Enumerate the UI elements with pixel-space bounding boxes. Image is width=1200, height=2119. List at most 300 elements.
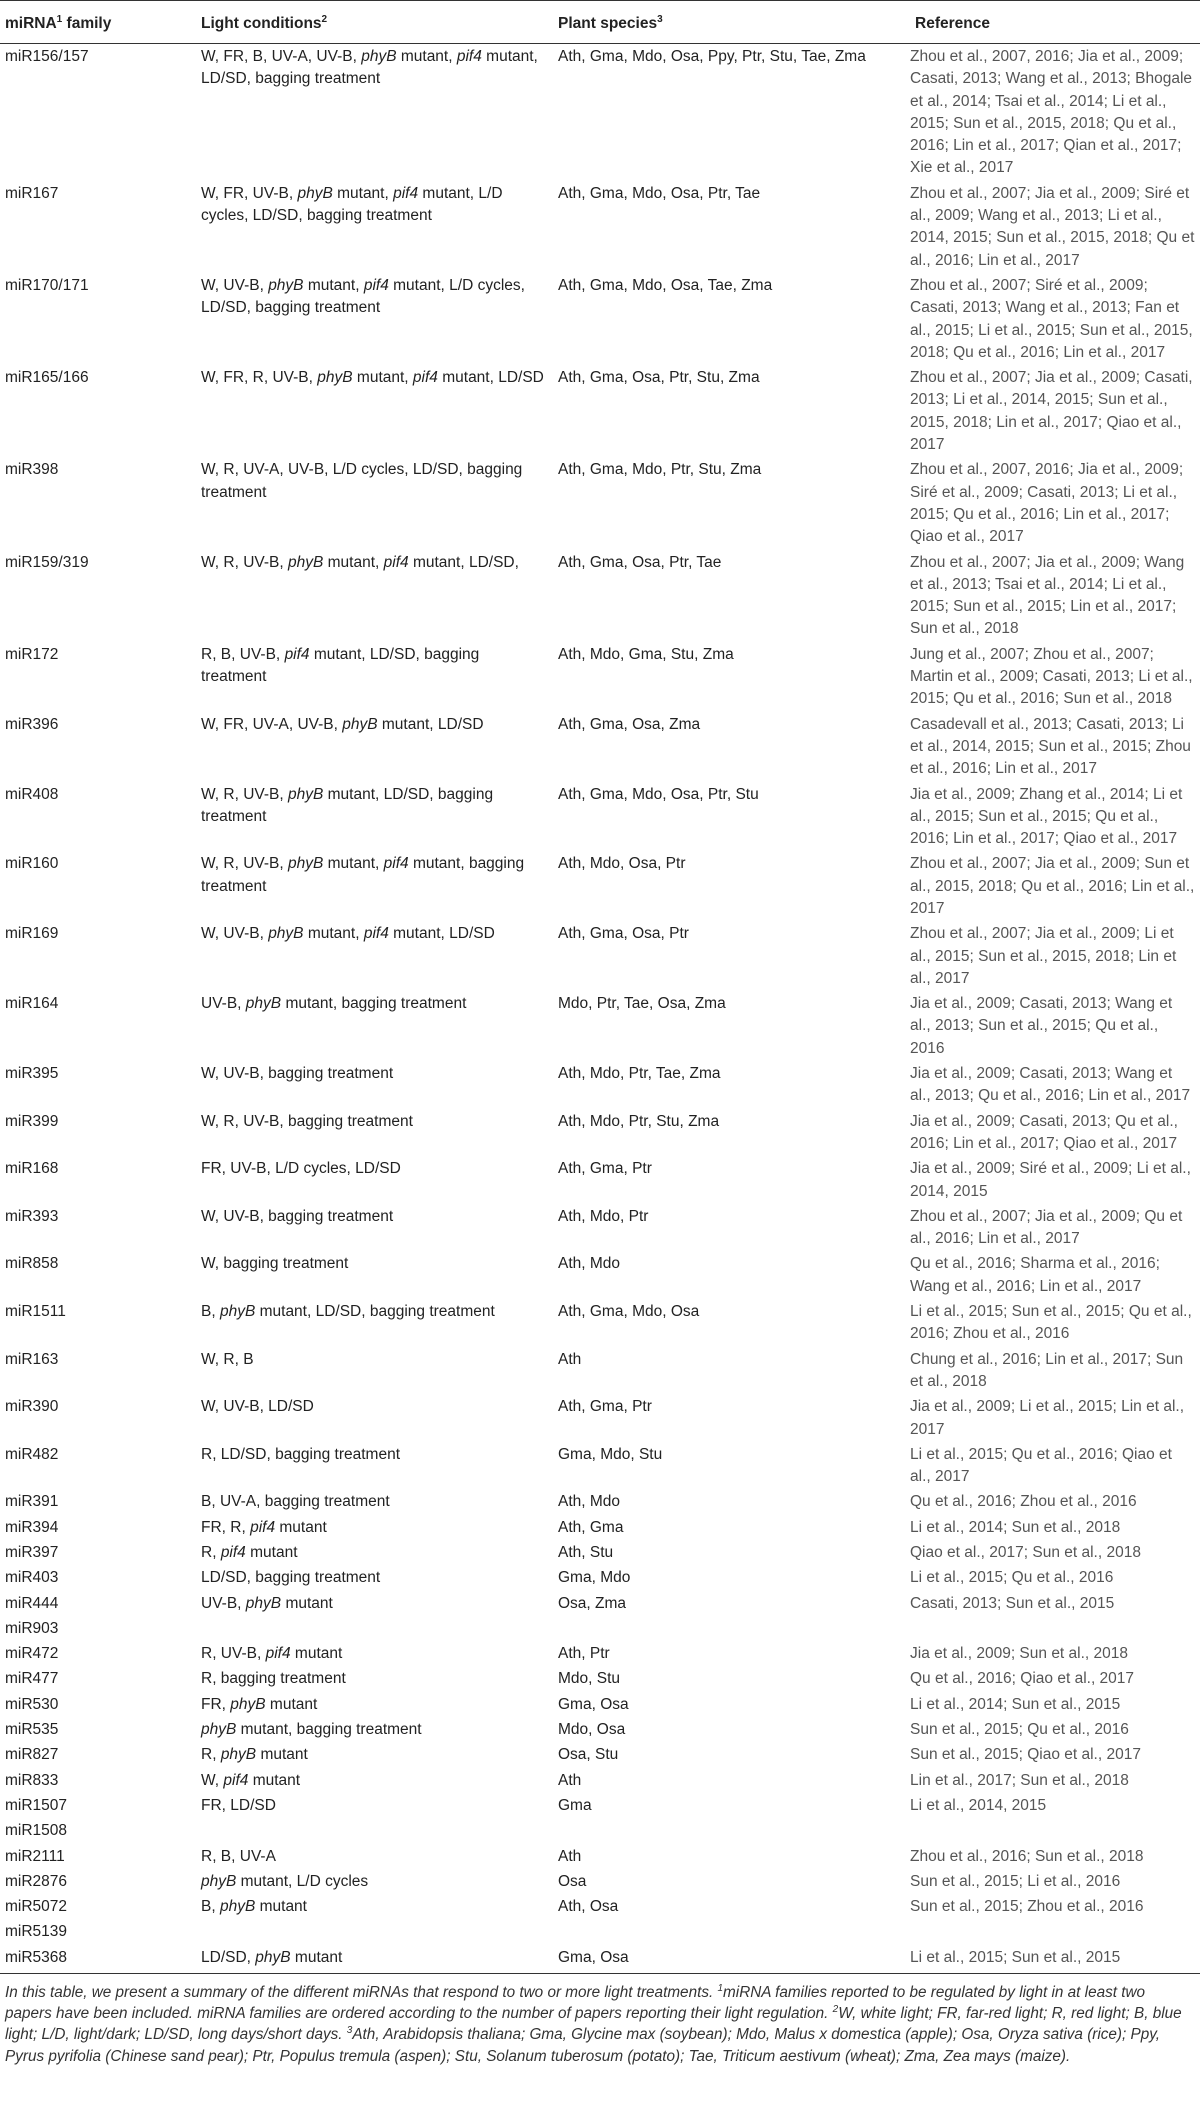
header-reference-label: Reference bbox=[915, 15, 990, 32]
cell-light-conditions bbox=[196, 1919, 553, 1944]
gene-name-italic: pif4 bbox=[250, 1518, 276, 1536]
footnote-marker: 1 bbox=[717, 1982, 724, 1994]
cell-reference bbox=[910, 1616, 1200, 1641]
cell-reference: Li et al., 2015; Sun et al., 2015 bbox=[910, 1945, 1200, 1974]
footnote-text: W, white light; FR, far-red light; R, red light; B, blue light; L/D, light/dark; LD/SD, long days/short days. bbox=[5, 2005, 1182, 2044]
cell-plant-species: Gma, Osa bbox=[558, 1695, 629, 1713]
table-row bbox=[0, 1251, 1200, 1299]
header-row bbox=[0, 1, 1200, 44]
cell-light-conditions bbox=[196, 1156, 553, 1204]
cell-light-conditions bbox=[196, 273, 553, 365]
header-light-sup: 2 bbox=[321, 13, 328, 25]
cell-plant-species: Mdo, Stu bbox=[558, 1670, 621, 1688]
cell-mirna-family: miR833 bbox=[5, 1771, 59, 1789]
gene-name-italic: phyB bbox=[268, 925, 304, 943]
cell-mirna-family: miR477 bbox=[5, 1670, 59, 1688]
light-text: W, FR, UV-A, UV-B, bbox=[201, 715, 343, 733]
table-row bbox=[0, 1717, 1200, 1742]
cell-light-conditions bbox=[196, 991, 553, 1061]
cell-light-conditions bbox=[196, 1844, 553, 1869]
cell-reference: Jia et al., 2009; Siré et al., 2009; Li et al., 2014, 2015 bbox=[910, 1160, 1191, 1200]
cell-mirna-family: miR393 bbox=[5, 1207, 59, 1225]
cell-mirna-family: miR156/157 bbox=[5, 48, 89, 65]
table-row bbox=[0, 365, 1200, 457]
table-row bbox=[0, 1109, 1200, 1157]
table-row bbox=[0, 1869, 1200, 1894]
gene-name-italic: phyB bbox=[317, 369, 353, 387]
cell-light-conditions bbox=[196, 1818, 553, 1843]
cell-light-conditions bbox=[196, 365, 553, 457]
cell-mirna-family: miR1508 bbox=[5, 1822, 68, 1840]
cell-reference: Li et al., 2014; Sun et al., 2018 bbox=[910, 1518, 1121, 1536]
light-text: UV-B, bbox=[201, 1594, 246, 1612]
light-text: mutant, bbox=[396, 48, 457, 65]
gene-name-italic: pif4 bbox=[284, 645, 310, 663]
gene-name-italic: pif4 bbox=[393, 184, 419, 202]
light-text: W, UV-B, bbox=[201, 276, 269, 294]
table-footnote bbox=[0, 1974, 1200, 2067]
header-mirna-label: miRNA bbox=[5, 15, 57, 32]
light-text: LD/SD, bbox=[201, 1948, 256, 1966]
cell-reference: Lin et al., 2017; Sun et al., 2018 bbox=[910, 1771, 1129, 1789]
cell-light-conditions bbox=[196, 1768, 553, 1793]
light-text: mutant bbox=[248, 1771, 301, 1789]
light-text: mutant, bbox=[303, 276, 364, 294]
table-row bbox=[0, 851, 1200, 921]
cell-plant-species: Ath, Gma, Osa, Ptr bbox=[558, 925, 689, 943]
cell-light-conditions bbox=[196, 1299, 553, 1347]
cell-plant-species: Ath, Gma, Mdo, Ptr, Stu, Zma bbox=[558, 461, 762, 479]
gene-name-italic: phyB bbox=[230, 1695, 266, 1713]
gene-name-italic: phyB bbox=[287, 855, 324, 873]
cell-reference: Li et al., 2014, 2015 bbox=[910, 1796, 1047, 1814]
cell-plant-species: Ath, Mdo, Osa, Ptr bbox=[558, 855, 686, 873]
cell-plant-species: Ath, Mdo bbox=[558, 1255, 621, 1273]
cell-plant-species: Ath, Gma, Osa, Ptr, Tae bbox=[558, 553, 722, 571]
table-row bbox=[0, 782, 1200, 852]
cell-light-conditions bbox=[196, 1894, 553, 1919]
header-species-label: Plant species bbox=[558, 15, 658, 32]
cell-mirna-family: miR1511 bbox=[5, 1303, 66, 1321]
light-text: W, UV-B, bagging treatment bbox=[201, 1065, 394, 1083]
cell-light-conditions bbox=[196, 1666, 553, 1691]
cell-plant-species: Ath, Gma, Mdo, Osa, Ptr, Tae bbox=[558, 184, 761, 202]
light-text: mutant bbox=[265, 1695, 318, 1713]
table-row bbox=[0, 44, 1200, 181]
cell-mirna-family: miR394 bbox=[5, 1518, 59, 1536]
cell-mirna-family: miR530 bbox=[5, 1695, 59, 1713]
cell-light-conditions bbox=[196, 1061, 553, 1109]
cell-reference: Zhou et al., 2007; Jia et al., 2009; Li et al., 2015; Sun et al., 2015, 2018; Lin et al., 2017 bbox=[910, 925, 1177, 987]
cell-light-conditions bbox=[196, 1489, 553, 1514]
cell-light-conditions bbox=[196, 1347, 553, 1395]
cell-reference: Li et al., 2014; Sun et al., 2015 bbox=[910, 1695, 1121, 1713]
header-plant-species bbox=[553, 1, 910, 44]
cell-plant-species: Ath, Gma bbox=[558, 1518, 624, 1536]
light-text: mutant, LD/SD bbox=[437, 369, 544, 387]
table-row bbox=[0, 1894, 1200, 1919]
light-text: FR, R, bbox=[201, 1518, 251, 1536]
cell-plant-species: Gma, Mdo bbox=[558, 1569, 631, 1587]
cell-plant-species: Mdo, Ptr, Tae, Osa, Zma bbox=[558, 995, 726, 1013]
light-text: R, LD/SD, bagging treatment bbox=[201, 1445, 401, 1463]
cell-light-conditions bbox=[196, 1394, 553, 1442]
light-text: FR, LD/SD bbox=[201, 1796, 276, 1814]
light-text: B, bbox=[201, 1303, 220, 1321]
cell-reference: Casadevall et al., 2013; Casati, 2013; Li et al., 2014, 2015; Sun et al., 2015; Zhou et al., 2016; Lin et al., 2017 bbox=[910, 715, 1191, 778]
table-row bbox=[0, 1299, 1200, 1347]
gene-name-italic: phyB bbox=[361, 48, 397, 65]
cell-plant-species: Ath, Mdo, Gma, Stu, Zma bbox=[558, 645, 734, 663]
cell-mirna-family: miR398 bbox=[5, 461, 59, 479]
cell-reference: Sun et al., 2015; Qu et al., 2016 bbox=[910, 1721, 1129, 1739]
light-text: R, B, UV-B, bbox=[201, 645, 285, 663]
gene-name-italic: pif4 bbox=[456, 48, 482, 65]
footnote-text: In this table, we present a summary of the different miRNAs that respond to two or more light treatments. bbox=[5, 1984, 718, 2002]
gene-name-italic: phyB bbox=[220, 1746, 257, 1764]
light-text: LD/SD, bagging treatment bbox=[201, 1569, 381, 1587]
cell-reference: Jia et al., 2009; Sun et al., 2018 bbox=[910, 1645, 1129, 1663]
light-text: B, bbox=[201, 1898, 220, 1916]
cell-reference: Zhou et al., 2016; Sun et al., 2018 bbox=[910, 1847, 1144, 1865]
cell-light-conditions bbox=[196, 921, 553, 991]
cell-reference: Chung et al., 2016; Lin et al., 2017; Sun et al., 2018 bbox=[910, 1350, 1184, 1390]
cell-reference: Zhou et al., 2007; Jia et al., 2009; Casati, 2013; Li et al., 2014, 2015; Sun et al., 2015, 2018; Lin et al., 2017; Qiao et al., 2017 bbox=[910, 369, 1193, 454]
cell-reference: Casati, 2013; Sun et al., 2015 bbox=[910, 1594, 1115, 1612]
gene-name-italic: pif4 bbox=[363, 276, 389, 294]
cell-mirna-family: miR408 bbox=[5, 785, 59, 803]
cell-mirna-family: miR390 bbox=[5, 1398, 59, 1416]
cell-plant-species: Ath bbox=[558, 1350, 582, 1368]
cell-light-conditions bbox=[196, 1591, 553, 1616]
cell-light-conditions bbox=[196, 1540, 553, 1565]
footnote-text: miRNA families reported to be regulated by light in at least two papers have been included. miRNA families are ordered according to the number of papers reporting their light regulation. bbox=[5, 1984, 1146, 2023]
gene-name-italic: phyB bbox=[268, 276, 304, 294]
gene-name-italic: pif4 bbox=[220, 1544, 246, 1561]
cell-reference: Li et al., 2015; Qu et al., 2016 bbox=[910, 1569, 1114, 1587]
cell-light-conditions bbox=[196, 1717, 553, 1742]
cell-plant-species: Ath, Stu bbox=[558, 1544, 614, 1561]
light-text: mutant, L/D cycles bbox=[236, 1872, 369, 1890]
cell-mirna-family: miR397 bbox=[5, 1544, 59, 1561]
cell-plant-species bbox=[553, 1919, 910, 1944]
table-row bbox=[0, 1204, 1200, 1252]
cell-light-conditions bbox=[196, 642, 553, 712]
cell-reference: Jia et al., 2009; Casati, 2013; Wang et al., 2013; Sun et al., 2015; Qu et al., 2016 bbox=[910, 995, 1173, 1057]
light-text: mutant bbox=[290, 1645, 343, 1663]
table-row bbox=[0, 1692, 1200, 1717]
cell-reference: Jia et al., 2009; Li et al., 2015; Lin et al., 2017 bbox=[910, 1398, 1185, 1438]
cell-reference: Zhou et al., 2007; Jia et al., 2009; Wang et al., 2013; Tsai et al., 2014; Li et al., 2015; Sun et al., 2015; Lin et al., 2017; Sun et al., 2018 bbox=[910, 553, 1185, 638]
cell-plant-species: Ath, Gma, Mdo, Osa, Ppy, Ptr, Stu, Tae, Zma bbox=[558, 48, 866, 65]
cell-plant-species: Mdo, Osa bbox=[558, 1721, 626, 1739]
cell-light-conditions bbox=[196, 550, 553, 642]
cell-light-conditions bbox=[196, 1869, 553, 1894]
cell-light-conditions bbox=[196, 1945, 553, 1974]
cell-mirna-family: miR1507 bbox=[5, 1796, 68, 1814]
cell-mirna-family: miR396 bbox=[5, 715, 59, 733]
cell-plant-species: Ath, Gma, Mdo, Osa, Tae, Zma bbox=[558, 276, 773, 294]
gene-name-italic: phyB bbox=[255, 1948, 291, 1966]
cell-light-conditions bbox=[196, 1616, 553, 1641]
cell-plant-species: Ath bbox=[558, 1847, 582, 1865]
table-row bbox=[0, 712, 1200, 782]
table-row bbox=[0, 1616, 1200, 1641]
gene-name-italic: phyB bbox=[201, 1721, 237, 1739]
light-text: W, R, UV-A, UV-B, L/D cycles, LD/SD, bagging treatment bbox=[201, 461, 523, 501]
table-row bbox=[0, 1844, 1200, 1869]
gene-name-italic: pif4 bbox=[383, 855, 409, 873]
gene-name-italic: phyB bbox=[245, 995, 282, 1013]
table-row bbox=[0, 991, 1200, 1061]
table-row bbox=[0, 1919, 1200, 1944]
cell-plant-species bbox=[553, 1616, 910, 1641]
cell-reference: Sun et al., 2015; Zhou et al., 2016 bbox=[910, 1898, 1144, 1916]
table-row bbox=[0, 1515, 1200, 1540]
light-text: W, FR, R, UV-B, bbox=[201, 369, 318, 387]
cell-light-conditions bbox=[196, 851, 553, 921]
table-row bbox=[0, 1591, 1200, 1616]
gene-name-italic: pif4 bbox=[412, 369, 438, 387]
cell-plant-species: Ath, Ptr bbox=[558, 1645, 610, 1663]
cell-mirna-family: miR482 bbox=[5, 1445, 59, 1463]
table-row bbox=[0, 1742, 1200, 1767]
header-species-sup: 3 bbox=[657, 13, 663, 25]
light-text: mutant, LD/SD, bbox=[408, 553, 519, 571]
header-light-conditions bbox=[196, 1, 553, 44]
table-row bbox=[0, 1565, 1200, 1590]
table-row bbox=[0, 1945, 1200, 1974]
cell-reference: Qu et al., 2016; Qiao et al., 2017 bbox=[910, 1670, 1135, 1688]
table-row bbox=[0, 921, 1200, 991]
cell-reference: Jia et al., 2009; Casati, 2013; Qu et al., 2016; Lin et al., 2017; Qiao et al., 2017 bbox=[910, 1112, 1178, 1152]
light-text: mutant, LD/SD, bagging treatment bbox=[201, 785, 494, 825]
cell-reference: Sun et al., 2015; Li et al., 2016 bbox=[910, 1872, 1121, 1890]
cell-mirna-family: miR395 bbox=[5, 1065, 59, 1083]
light-text: mutant, LD/SD, bagging treatment bbox=[201, 48, 538, 88]
light-text: W, R, UV-B, bbox=[201, 553, 288, 571]
light-text: mutant, bbox=[323, 855, 384, 873]
cell-reference: Zhou et al., 2007; Jia et al., 2009; Qu et al., 2016; Lin et al., 2017 bbox=[910, 1207, 1183, 1248]
light-text: W, FR, B, UV-A, UV-B, bbox=[201, 48, 362, 65]
cell-light-conditions bbox=[196, 1442, 553, 1490]
table-row bbox=[0, 1394, 1200, 1442]
cell-plant-species: Osa bbox=[558, 1872, 587, 1890]
light-text: mutant bbox=[245, 1544, 298, 1561]
header-family-label: family bbox=[62, 15, 112, 32]
cell-reference: Jung et al., 2007; Zhou et al., 2007; Martin et al., 2009; Casati, 2013; Li et al., 2015; Qu et al., 2016; Sun et al., 2018 bbox=[910, 645, 1193, 708]
header-mirna-sup: 1 bbox=[56, 13, 63, 25]
cell-mirna-family: miR858 bbox=[5, 1255, 59, 1273]
cell-reference: Qu et al., 2016; Zhou et al., 2016 bbox=[910, 1493, 1137, 1511]
light-text: W, bagging treatment bbox=[201, 1255, 349, 1273]
cell-mirna-family: miR2876 bbox=[5, 1872, 68, 1890]
light-text: R, bagging treatment bbox=[201, 1670, 346, 1688]
cell-plant-species: Gma, Mdo, Stu bbox=[558, 1445, 663, 1463]
light-text: mutant, LD/SD bbox=[377, 715, 484, 733]
cell-mirna-family: miR403 bbox=[5, 1569, 59, 1587]
cell-plant-species: Ath, Mdo, Ptr, Stu, Zma bbox=[558, 1112, 720, 1130]
cell-mirna-family: miR5368 bbox=[0, 1945, 196, 1974]
light-text: mutant, bbox=[323, 553, 384, 571]
cell-reference: Qu et al., 2016; Sharma et al., 2016; Wang et al., 2016; Lin et al., 2017 bbox=[910, 1255, 1160, 1295]
table-row bbox=[0, 1768, 1200, 1793]
cell-reference: Li et al., 2015; Qu et al., 2016; Qiao et al., 2017 bbox=[910, 1445, 1172, 1486]
cell-light-conditions bbox=[196, 44, 553, 181]
cell-mirna-family: miR165/166 bbox=[5, 369, 89, 387]
gene-name-italic: phyB bbox=[287, 553, 324, 571]
cell-plant-species: Ath, Gma, Mdo, Osa bbox=[558, 1303, 700, 1321]
cell-mirna-family: miR399 bbox=[5, 1112, 59, 1130]
gene-name-italic: phyB bbox=[245, 1594, 282, 1612]
light-text: mutant, L/D cycles, LD/SD, bagging treatment bbox=[201, 276, 525, 317]
light-text: W, FR, UV-B, bbox=[201, 184, 298, 202]
light-text: R, UV-B, bbox=[201, 1645, 266, 1663]
cell-reference: Zhou et al., 2007, 2016; Jia et al., 2009; Casati, 2013; Wang et al., 2013; Bhogale et al., 2014; Tsai et al., 2014; Li et al., 2015; Sun et al., 2015, 2018; Qu et al., 2016; Lin et al., 2017; Qian et al., 2017; Xie et al., 2017 bbox=[910, 48, 1193, 177]
cell-plant-species: Ath, Gma, Osa, Ptr, Stu, Zma bbox=[558, 369, 760, 387]
cell-mirna-family: miR168 bbox=[5, 1160, 59, 1178]
table-row bbox=[0, 457, 1200, 549]
cell-reference: Sun et al., 2015; Qiao et al., 2017 bbox=[910, 1746, 1141, 1764]
light-text: W, R, UV-B, bbox=[201, 785, 288, 803]
cell-light-conditions bbox=[196, 181, 553, 273]
cell-mirna-family: miR903 bbox=[5, 1619, 59, 1637]
table-row bbox=[0, 1347, 1200, 1395]
light-text: B, UV-A, bagging treatment bbox=[201, 1493, 390, 1511]
light-text: W, UV-B, bagging treatment bbox=[201, 1207, 394, 1225]
cell-reference: Zhou et al., 2007, 2016; Jia et al., 2009; Siré et al., 2009; Casati, 2013; Li et al., 2015; Qu et al., 2016; Lin et al., 2017; Qiao et al., 2017 bbox=[910, 461, 1184, 546]
light-text: W, R, UV-B, bagging treatment bbox=[201, 1112, 413, 1130]
cell-reference: Zhou et al., 2007; Siré et al., 2009; Casati, 2013; Wang et al., 2013; Fan et al., 2015; Li et al., 2015; Sun et al., 2015, 2018; Qu et al., 2016; Lin et al., 2017 bbox=[910, 276, 1193, 361]
table-row bbox=[0, 1442, 1200, 1490]
light-text: mutant bbox=[256, 1746, 308, 1764]
light-text: mutant, bbox=[332, 184, 394, 202]
cell-light-conditions bbox=[196, 1109, 553, 1157]
cell-mirna-family: miR2111 bbox=[5, 1847, 65, 1865]
header-mirna-family bbox=[0, 1, 196, 44]
light-text: W, R, B bbox=[201, 1350, 254, 1368]
light-text: mutant, L/D cycles, LD/SD, bagging treatment bbox=[201, 184, 503, 225]
table-row bbox=[0, 550, 1200, 642]
cell-light-conditions bbox=[196, 1565, 553, 1590]
cell-plant-species: Ath, Mdo, Ptr bbox=[558, 1207, 649, 1225]
light-text: mutant bbox=[275, 1518, 327, 1536]
cell-plant-species: Ath, Mdo, Ptr, Tae, Zma bbox=[558, 1065, 721, 1083]
table-row bbox=[0, 273, 1200, 365]
gene-name-italic: pif4 bbox=[363, 925, 389, 943]
table-row bbox=[0, 1666, 1200, 1691]
light-text: R, bbox=[201, 1544, 221, 1561]
cell-plant-species: Osa, Stu bbox=[558, 1746, 619, 1764]
cell-light-conditions bbox=[196, 712, 553, 782]
header-reference bbox=[910, 1, 1200, 44]
cell-light-conditions bbox=[196, 457, 553, 549]
light-text: mutant, bbox=[303, 925, 364, 943]
cell-mirna-family: miR391 bbox=[5, 1493, 59, 1511]
cell-mirna-family: miR5072 bbox=[5, 1898, 68, 1916]
cell-mirna-family: miR159/319 bbox=[5, 553, 89, 571]
table-row bbox=[0, 181, 1200, 273]
light-text: mutant, bagging treatment bbox=[236, 1721, 422, 1739]
light-text: mutant bbox=[290, 1948, 343, 1966]
cell-mirna-family: miR170/171 bbox=[5, 276, 89, 294]
cell-light-conditions bbox=[196, 1515, 553, 1540]
gene-name-italic: pif4 bbox=[383, 553, 409, 571]
cell-plant-species: Ath, Osa bbox=[558, 1898, 619, 1916]
table-row bbox=[0, 1818, 1200, 1843]
cell-mirna-family: miR169 bbox=[5, 925, 59, 943]
light-text: W, UV-B, LD/SD bbox=[201, 1398, 314, 1416]
light-text: FR, UV-B, L/D cycles, LD/SD bbox=[201, 1160, 401, 1178]
cell-light-conditions bbox=[196, 1204, 553, 1252]
cell-mirna-family: miR160 bbox=[5, 855, 59, 873]
gene-name-italic: phyB bbox=[287, 785, 324, 803]
light-text: mutant, LD/SD, bagging treatment bbox=[201, 645, 480, 686]
table-row bbox=[0, 1793, 1200, 1818]
cell-plant-species: Gma, Osa bbox=[553, 1945, 910, 1974]
cell-reference bbox=[910, 1818, 1200, 1843]
cell-reference bbox=[910, 1919, 1200, 1944]
gene-name-italic: phyB bbox=[297, 184, 333, 202]
table-row bbox=[0, 1489, 1200, 1514]
cell-light-conditions bbox=[196, 1251, 553, 1299]
light-text: mutant, LD/SD, bagging treatment bbox=[255, 1303, 495, 1321]
light-text: R, bbox=[201, 1746, 221, 1764]
cell-mirna-family: miR535 bbox=[5, 1721, 59, 1739]
table-header bbox=[0, 1, 1200, 44]
footnote-marker: 3 bbox=[346, 2025, 353, 2037]
table-row bbox=[0, 1156, 1200, 1204]
light-text: mutant, bagging treatment bbox=[281, 995, 467, 1013]
cell-plant-species: Ath bbox=[558, 1771, 582, 1789]
cell-reference: Li et al., 2015; Sun et al., 2015; Qu et al., 2016; Zhou et al., 2016 bbox=[910, 1303, 1192, 1343]
cell-reference: Jia et al., 2009; Zhang et al., 2014; Li et al., 2015; Sun et al., 2015; Qu et al., 2016; Lin et al., 2017; Qiao et al., 2017 bbox=[910, 785, 1183, 848]
cell-mirna-family: miR164 bbox=[5, 995, 59, 1013]
cell-mirna-family: miR163 bbox=[5, 1350, 59, 1368]
cell-plant-species: Gma bbox=[558, 1796, 592, 1814]
light-text: FR, bbox=[201, 1695, 231, 1713]
cell-mirna-family: miR827 bbox=[5, 1746, 59, 1764]
cell-light-conditions bbox=[196, 1742, 553, 1767]
cell-reference: Zhou et al., 2007; Jia et al., 2009; Siré et al., 2009; Wang et al., 2013; Li et al., 2014, 2015; Sun et al., 2015, 2018; Qu et al., 2016; Lin et al., 2017 bbox=[910, 184, 1195, 269]
light-text: mutant bbox=[255, 1898, 307, 1916]
gene-name-italic: phyB bbox=[219, 1898, 256, 1916]
cell-plant-species: Ath, Gma, Ptr bbox=[558, 1398, 652, 1416]
light-text: mutant, bagging treatment bbox=[201, 855, 525, 895]
table-row bbox=[0, 1641, 1200, 1666]
light-text: mutant bbox=[281, 1594, 333, 1612]
gene-name-italic: pif4 bbox=[265, 1645, 291, 1663]
light-text: W, R, UV-B, bbox=[201, 855, 288, 873]
table-row bbox=[0, 1061, 1200, 1109]
cell-light-conditions bbox=[196, 1641, 553, 1666]
table-row bbox=[0, 642, 1200, 712]
cell-plant-species bbox=[553, 1818, 910, 1843]
table-body bbox=[0, 44, 1200, 1974]
light-text: R, B, UV-A bbox=[201, 1847, 276, 1865]
cell-plant-species: Ath, Mdo bbox=[558, 1493, 621, 1511]
header-light-label: Light conditions bbox=[201, 15, 322, 32]
cell-plant-species: Ath, Gma, Ptr bbox=[558, 1160, 652, 1178]
cell-reference: Qiao et al., 2017; Sun et al., 2018 bbox=[910, 1544, 1141, 1561]
cell-mirna-family: miR5139 bbox=[5, 1923, 68, 1941]
light-text: mutant, bbox=[352, 369, 413, 387]
cell-light-conditions bbox=[196, 1692, 553, 1717]
gene-name-italic: phyB bbox=[342, 715, 378, 733]
light-text: mutant, LD/SD bbox=[388, 925, 495, 943]
gene-name-italic: phyB bbox=[201, 1872, 237, 1890]
cell-mirna-family: miR167 bbox=[5, 184, 59, 202]
